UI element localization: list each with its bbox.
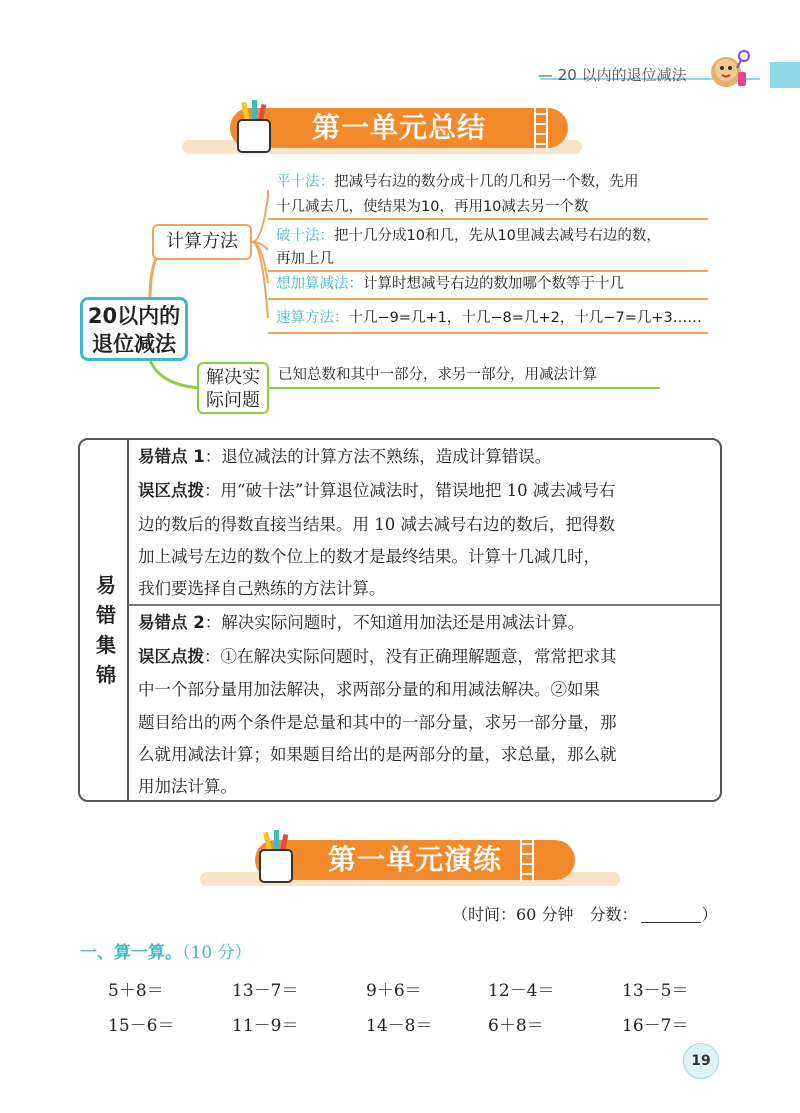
equation-2-4[interactable]: 6＋8＝ — [488, 1016, 544, 1036]
equation-1-3[interactable]: 9＋6＝ — [366, 981, 422, 1001]
method-3-rule — [268, 298, 708, 300]
error-tip-2-line-1 — [138, 640, 617, 674]
method-3-label: 想加算减法： — [276, 276, 363, 292]
time-score-label: （时间：60 分钟 分数： — [452, 905, 638, 924]
summary-banner: 第一单元总结 — [230, 108, 568, 148]
error-point-2-label: 易错点 2 — [138, 613, 205, 632]
method-1-label: 平十法： — [276, 174, 334, 190]
method-4-rule — [268, 332, 708, 334]
error-point-1 — [138, 440, 551, 474]
question-1-title — [80, 938, 252, 963]
time-score-line — [452, 902, 717, 925]
method-1-line-1 — [276, 172, 639, 192]
method-1-line-2: 十几减去几，使结果为10，再用10减去另一个数 — [276, 199, 589, 215]
score-blank[interactable] — [641, 908, 701, 923]
method-1-text-1: 把减号右边的数分成十几的几和另一个数，先用 — [334, 174, 639, 190]
error-tip-1-label: 误区点拨 — [138, 481, 204, 500]
equation-1-4[interactable]: 12－4＝ — [488, 981, 555, 1001]
error-box-title: 易错集锦 — [96, 573, 116, 687]
method-2-line-2: 再加上几 — [276, 251, 334, 267]
equation-2-1[interactable]: 15－6＝ — [108, 1016, 175, 1036]
error-tip-1-line-2: 边的数后的得数直接当结果。用 10 减去减号右边的数后，把得数 — [138, 515, 615, 534]
word-problem-text: 已知总数和其中一部分，求另一部分，用减法计算 — [278, 367, 597, 383]
error-tip-1-line-1 — [138, 474, 615, 508]
page-number: 19 — [683, 1043, 719, 1079]
equation-1-1[interactable]: 5＋8＝ — [108, 981, 164, 1001]
method-1-rule — [268, 218, 708, 220]
error-point-2-text: ：解决实际问题时，不知道用加法还是用减法计算。 — [204, 613, 585, 632]
root-line-1: 20以内的 — [87, 304, 181, 328]
error-tip-2-line-4: 么就用减法计算；如果题目给出的是两部分的量，求总量，那么就 — [138, 745, 617, 764]
branch-word-problem — [197, 362, 269, 414]
error-tip-2-line-5: 用加法计算。 — [138, 777, 237, 796]
method-3-text-1: 计算时想减号右边的数加哪个数等于十几 — [363, 276, 624, 292]
mindmap-root — [80, 297, 188, 361]
question-1-points: （10 分） — [182, 943, 252, 963]
equation-1-2[interactable]: 13－7＝ — [232, 981, 299, 1001]
equation-2-2[interactable]: 11－9＝ — [232, 1016, 299, 1036]
question-1-heading: 一、算一算。 — [80, 943, 182, 963]
error-tip-1-text-1: ：用“破十法”计算退位减法时，错误地把 10 减去减号右 — [204, 481, 616, 500]
error-point-1-label: 易错点 1 — [138, 447, 205, 466]
branch-calc-method: 计算方法 — [152, 224, 252, 260]
method-2-rule — [268, 270, 708, 272]
method-2-line-1 — [276, 226, 661, 246]
method-2-label: 破十法： — [276, 228, 334, 244]
chapter-title: — 20 以内的退位减法 — [538, 66, 687, 84]
error-tip-2-text-1: ：①在解决实际问题时，没有正确理解题意，常常把求其 — [204, 647, 617, 666]
error-tip-1-line-3: 加上减号左边的数个位上的数才是最终结果。计算十几减几时， — [138, 547, 600, 566]
error-tip-1-line-4: 我们要选择自己熟练的方法计算。 — [138, 579, 386, 598]
error-tip-2-line-2: 中一个部分量用加法解决，求两部分量的和用减法解决。②如果 — [138, 680, 600, 699]
root-line-2: 退位减法 — [92, 332, 176, 356]
branch2-line-2: 际问题 — [206, 390, 260, 411]
method-4-text-1: 十几−9=几+1，十几−8=几+2，十几−7=几+3…… — [348, 310, 702, 326]
error-point-1-text: ：退位减法的计算方法不熟练，造成计算错误。 — [204, 447, 552, 466]
ladder-icon-2 — [518, 836, 536, 882]
branch2-line-1: 解决实 — [206, 367, 260, 388]
method-4-label: 速算方法： — [276, 310, 349, 326]
equation-2-3[interactable]: 14－8＝ — [366, 1016, 433, 1036]
error-tip-2-label: 误区点拨 — [138, 647, 204, 666]
method-4-line-1 — [276, 308, 702, 328]
error-tip-2-line-3: 题目给出的两个条件是总量和其中的一部分量，求另一部分量，那 — [138, 713, 617, 732]
method-2-text-1: 把十几分成10和几，先从10里减去减号右边的数， — [334, 228, 661, 244]
error-point-2 — [138, 606, 584, 640]
equation-1-5[interactable]: 13－5＝ — [622, 981, 689, 1001]
error-box-vertical-divider — [127, 440, 129, 800]
equation-2-5[interactable]: 16－7＝ — [622, 1016, 689, 1036]
pencil-cup-icon-2 — [250, 828, 300, 884]
method-3-line-1 — [276, 274, 624, 294]
time-score-close: ） — [701, 905, 718, 924]
practice-banner: 第一单元演练 — [255, 840, 575, 880]
